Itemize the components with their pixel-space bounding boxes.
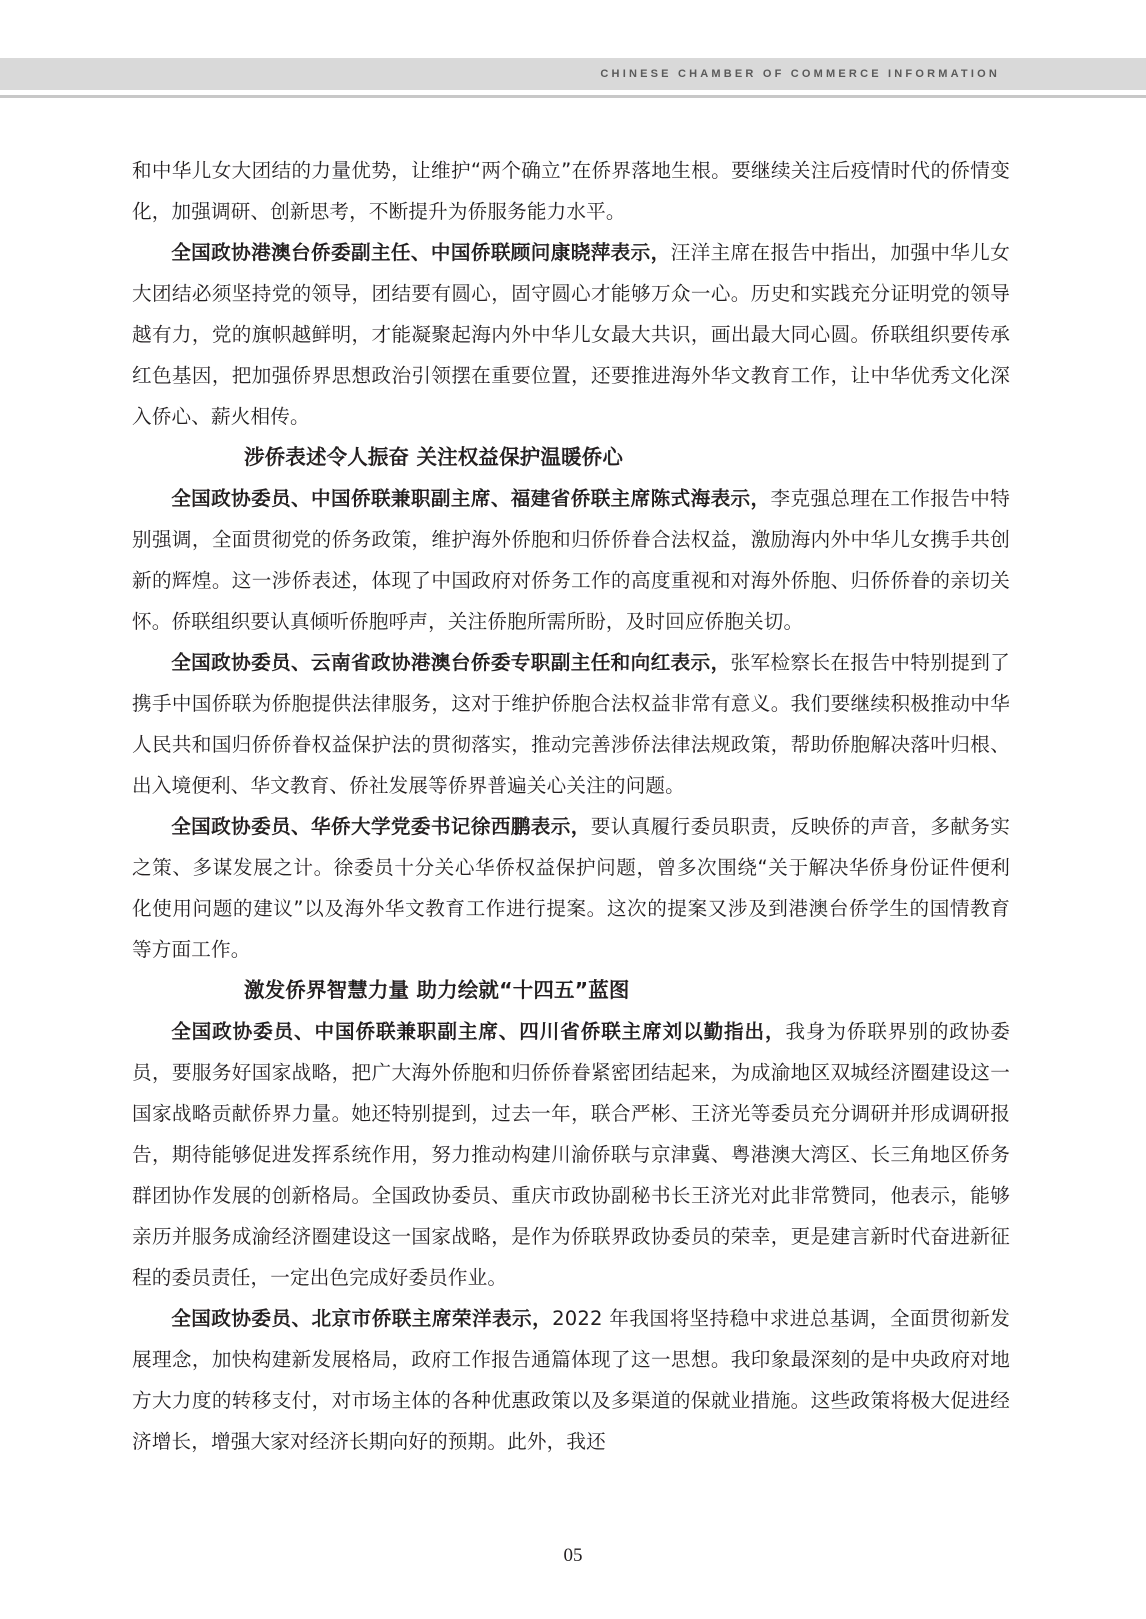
speaker-lead: 全国政协委员、中国侨联兼职副主席、福建省侨联主席陈式海表示， xyxy=(171,487,771,510)
paragraph-1: 和中华儿女大团结的力量优势，让维护“两个确立”在侨界落地生根。要继续关注后疫情时代的侨情变化，加强调研、创新思考，不断提升为侨服务能力水平。 xyxy=(132,159,1010,223)
paragraph-2 xyxy=(132,232,1010,437)
speaker-lead: 全国政协委员、云南省政协港澳台侨委专职副主任和向红表示， xyxy=(171,651,731,674)
paragraph-6 xyxy=(132,1011,1010,1298)
section-heading-2: 激发侨界智慧力量 助力绘就“十四五”蓝图 xyxy=(244,978,630,1002)
article-body xyxy=(132,150,1010,1462)
paragraph-text: 2022 年我国将坚持稳中求进总基调，全面贯彻新发展理念，加快构建新发展格局，政府工作报告通篇体现了这一思想。我印象最深刻的是中央政府对地方大力度的转移支付，对市场主体的各种优惠政策以及多渠道的保就业措施。这些政策将极大促进经济增长，增强大家对经济长期向好的预期。此外，我还 xyxy=(132,1307,1011,1453)
paragraph-text: 张军检察长在报告中特别提到了携手中国侨联为侨胞提供法律服务，这对于维护侨胞合法权益非常有意义。我们要继续积极推动中华人民共和国归侨侨眷权益保护法的贯彻落实，推动完善涉侨法律法规政策，帮助侨胞解决落叶归根、出入境便利、华文教育、侨社发展等侨界普遍关心关注的问题。 xyxy=(132,651,1010,797)
header-rule xyxy=(0,95,1146,98)
section-heading-1: 涉侨表述令人振奋 关注权益保护温暖侨心 xyxy=(244,445,623,469)
speaker-lead: 全国政协港澳台侨委副主任、中国侨联顾问康晓萍表示， xyxy=(171,241,671,264)
paragraph-text: 汪洋主席在报告中指出，加强中华儿女大团结必须坚持党的领导，团结要有圆心，固守圆心才能够万众一心。历史和实践充分证明党的领导越有力，党的旗帜越鲜明，才能凝聚起海内外中华儿女最大共识，画出最大同心圆。侨联组织要传承红色基因，把加强侨界思想政治引领摆在重要位置，还要推进海外华文教育工作，让中华优秀文化深入侨心、薪火相传。 xyxy=(132,241,1010,428)
speaker-lead: 全国政协委员、北京市侨联主席荣洋表示， xyxy=(171,1307,553,1330)
paragraph-4 xyxy=(132,642,1010,806)
paragraph-3 xyxy=(132,478,1010,642)
paragraph-text: 我身为侨联界别的政协委员，要服务好国家战略，把广大海外侨胞和归侨侨眷紧密团结起来，为成渝地区双城经济圈建设这一国家战略贡献侨界力量。她还特别提到，过去一年，联合严彬、王济光等委员充分调研并形成调研报告，期待能够促进发挥系统作用，努力推动构建川渝侨联与京津冀、粤港澳大湾区、长三角地区侨务群团协作发展的创新格局。全国政协委员、重庆市政协副秘书长王济光对此非常赞同，他表示，能够亲历并服务成渝经济圈建设这一国家战略，是作为侨联界政协委员的荣幸，更是建言新时代奋进新征程的委员责任，一定出色完成好委员作业。 xyxy=(132,1020,1010,1289)
paragraph-7 xyxy=(132,1298,1010,1462)
speaker-lead: 全国政协委员、华侨大学党委书记徐西鹏表示， xyxy=(171,815,591,838)
paragraph-text: 要认真履行委员职责，反映侨的声音，多献务实之策、多谋发展之计。徐委员十分关心华侨权益保护问题，曾多次围绕“关于解决华侨身份证件便利化使用问题的建议”以及海外华文教育工作进行提案。这次的提案又涉及到港澳台侨学生的国情教育等方面工作。 xyxy=(132,815,1011,961)
running-header: CHINESE CHAMBER OF COMMERCE INFORMATION xyxy=(600,68,1000,80)
page-number: 05 xyxy=(563,1545,583,1566)
paragraph-5 xyxy=(132,806,1010,970)
speaker-lead: 全国政协委员、中国侨联兼职副主席、四川省侨联主席刘以勤指出， xyxy=(171,1020,786,1043)
paragraph-text: 李克强总理在工作报告中特别强调，全面贯彻党的侨务政策，维护海外侨胞和归侨侨眷合法权益，激励海内外中华儿女携手共创新的辉煌。这一涉侨表述，体现了中国政府对侨务工作的高度重视和对海外侨胞、归侨侨眷的亲切关怀。侨联组织要认真倾听侨胞呼声，关注侨胞所需所盼，及时回应侨胞关切。 xyxy=(132,487,1010,633)
